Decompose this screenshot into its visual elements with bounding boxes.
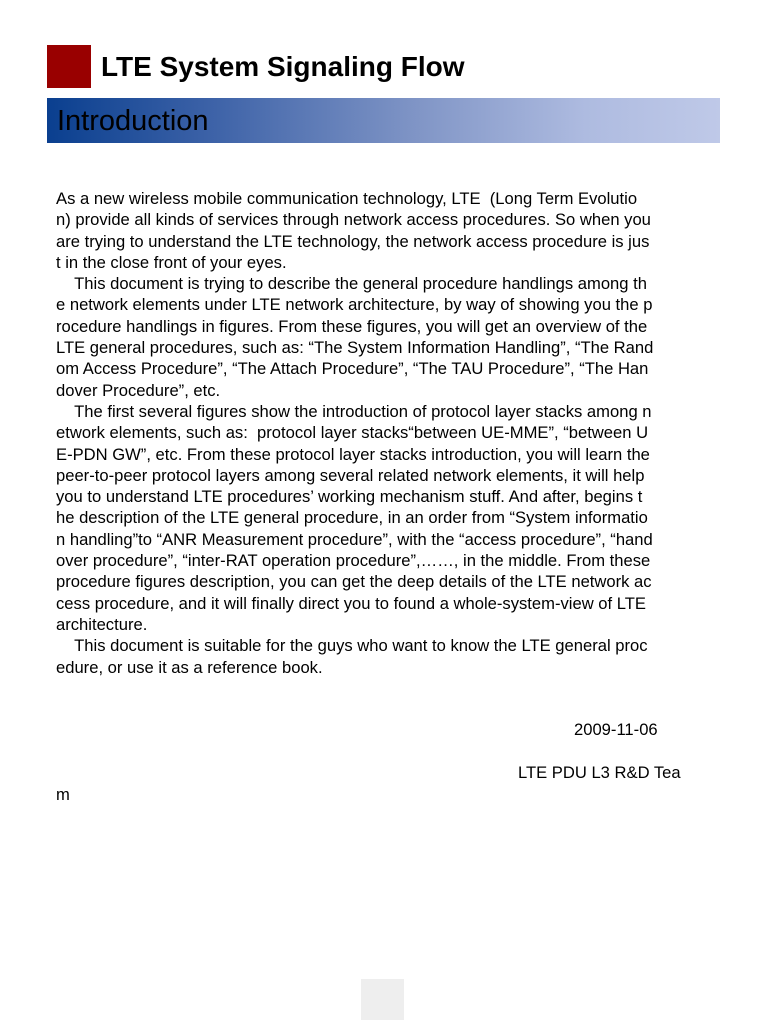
body-line: dover Procedure”, etc. <box>56 380 221 400</box>
body-line: etwork elements, such as: protocol layer stacks“between UE-MME”, “between U <box>56 423 649 443</box>
body-line: are trying to understand the LTE technology, the network access procedure is jus <box>56 231 650 251</box>
body-line: architecture. <box>56 614 148 634</box>
body-line: This document is suitable for the guys who want to know the LTE general proc <box>56 636 648 656</box>
body-line: The first several figures show the introduction of protocol layer stacks among n <box>56 401 652 421</box>
team-signature-continued: m <box>56 785 70 804</box>
body-line: over procedure”, “inter-RAT operation procedure”,……, in the middle. From these <box>56 551 651 571</box>
body-line: t in the close front of your eyes. <box>56 252 287 272</box>
body-line: peer-to-peer protocol layers among several related network elements, it will help <box>56 465 645 485</box>
body-line: procedure figures description, you can get the deep details of the LTE network ac <box>56 572 652 592</box>
body-line: om Access Procedure”, “The Attach Procedure”, “The TAU Procedure”, “The Han <box>56 359 649 379</box>
introduction-body <box>56 188 716 678</box>
page-number-box <box>361 979 404 1020</box>
body-line: edure, or use it as a reference book. <box>56 657 323 677</box>
section-banner <box>47 98 720 143</box>
team-signature: LTE PDU L3 R&D Tea <box>518 763 681 782</box>
body-line: This document is trying to describe the general procedure handlings among th <box>56 274 647 294</box>
body-line: LTE general procedures, such as: “The System Information Handling”, “The Rand <box>56 338 654 358</box>
body-line: cess procedure, and it will finally direct you to found a whole-system-view of LTE <box>56 593 646 613</box>
section-heading: Introduction <box>57 105 209 137</box>
body-line: e network elements under LTE network architecture, by way of showing you the p <box>56 295 653 315</box>
body-line: n) provide all kinds of services through network access procedures. So when you <box>56 210 651 230</box>
body-line: E-PDN GW”, etc. From these protocol layer stacks introduction, you will learn the <box>56 444 650 464</box>
body-line: As a new wireless mobile communication technology, LTE (Long Term Evolutio <box>56 189 638 208</box>
body-line: you to understand LTE procedures’ working mechanism stuff. And after, begins t <box>56 487 643 507</box>
body-line: he description of the LTE general procedure, in an order from “System informatio <box>56 508 648 528</box>
body-line: rocedure handlings in figures. From these figures, you will get an overview of the <box>56 316 648 336</box>
document-date: 2009-11-06 <box>574 720 658 739</box>
page-title: LTE System Signaling Flow <box>101 51 465 82</box>
title-accent-square <box>47 45 91 88</box>
body-line: n handling”to “ANR Measurement procedure”, with the “access procedure”, “hand <box>56 529 653 549</box>
